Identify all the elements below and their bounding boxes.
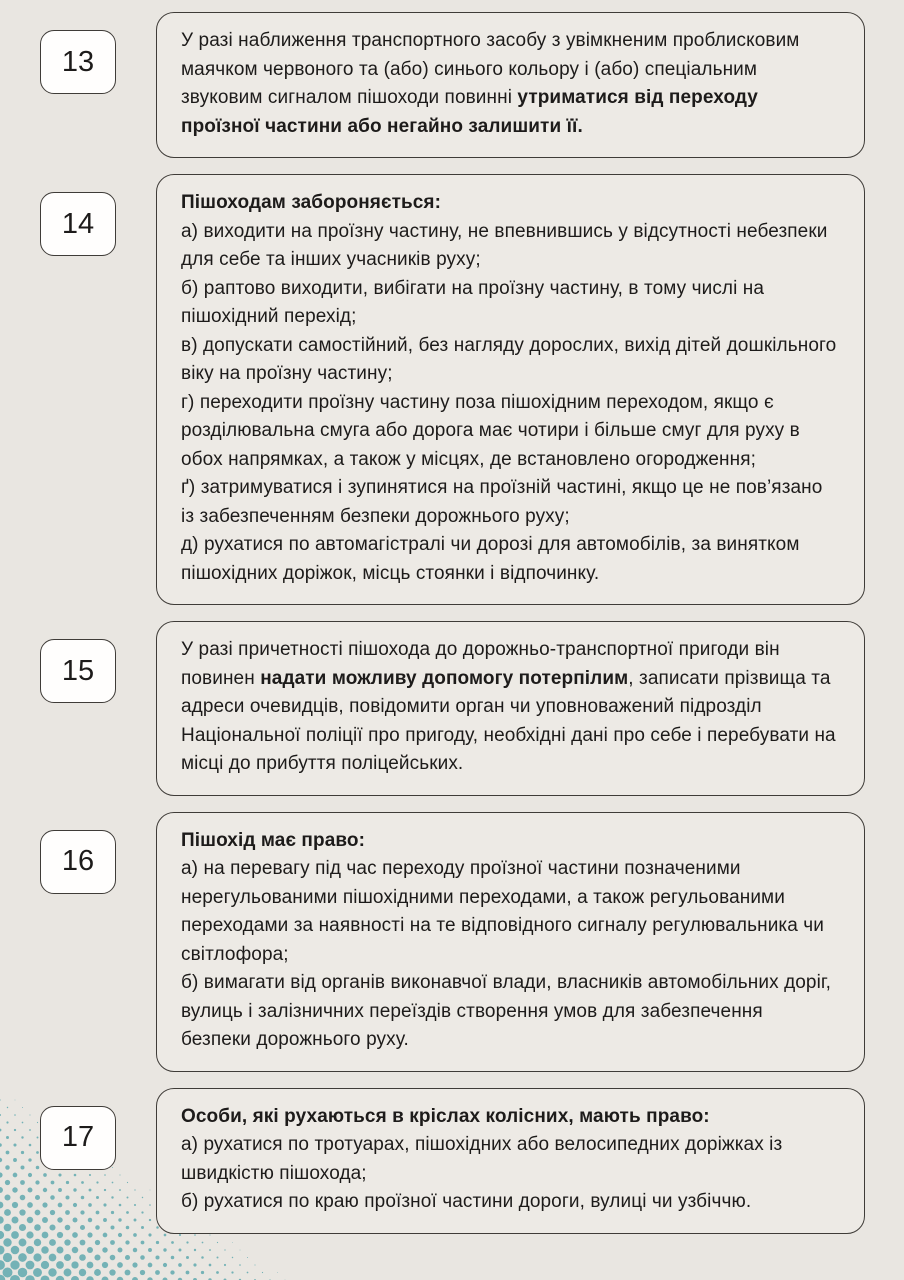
- rule-paragraph: У разі причетності пішохода до дорожньо-транспортної пригоди він повинен надати можливу допомогу потерпілим, записати прізвища та адреси очевидців, повідомити орган чи уповноважений підрозділ Національної поліції про пригоду, необхідні дані про себе і перебувати на місці до прибуття поліцейських.: [181, 639, 836, 774]
- rule-paragraph: Пішоходам забороняється:: [181, 192, 442, 213]
- rule-number-column: [0, 1088, 156, 1170]
- rule-paragraph: б) вимагати від органів виконавчої влади, власників автомобільних доріг, вулиць і залізничних переїздів створення умов для забезпечення безпеки дорожнього руху.: [181, 972, 832, 1050]
- rule-paragraph: б) рухатися по краю проїзної частини дороги, вулиці чи узбіччю.: [181, 1191, 752, 1212]
- rule-card: [156, 621, 865, 796]
- rule-row: [0, 12, 865, 158]
- rule-row: [0, 621, 865, 796]
- rule-number-box: 17: [40, 1106, 116, 1170]
- rule-row: [0, 1088, 865, 1234]
- rule-number-column: [0, 812, 156, 894]
- rule-paragraph: ґ) затримуватися і зупинятися на проїзній частині, якщо це не пов’язано із забезпеченням безпеки дорожнього руху;: [181, 477, 823, 527]
- rule-number-column: [0, 174, 156, 256]
- rule-number-box: 15: [40, 639, 116, 703]
- rule-paragraph: У разі наближення транспортного засобу з увімкненим проблисковим маячком червоного та (або) синього кольору і (або) спеціальним звуковим сигналом пішоходи повинні утриматися від переходу проїзної частини або негайно залишити її.: [181, 30, 800, 137]
- rule-number-column: [0, 621, 156, 703]
- rule-card: [156, 1088, 865, 1234]
- rule-row: [0, 812, 865, 1072]
- rule-paragraph: д) рухатися по автомагістралі чи дорозі для автомобілів, за винятком пішохідних доріжок, місць стоянки і відпочинку.: [181, 534, 800, 584]
- rule-paragraph: а) рухатися по тротуарах, пішохідних або велосипедних доріжках із швидкістю пішохода;: [181, 1134, 783, 1184]
- rule-paragraph: б) раптово виходити, вибігати на проїзну частину, в тому числі на пішохідний перехід;: [181, 277, 765, 327]
- rule-number-box: 14: [40, 192, 116, 256]
- rule-paragraph: г) переходити проїзну частину поза пішохідним переходом, якщо є розділювальна смуга або дорога має чотири і більше смуг для руху в обох напрямках, а також у місцях, де встановлено огородження;: [181, 391, 800, 470]
- rule-number-box: 13: [40, 30, 116, 94]
- rule-paragraph: а) виходити на проїзну частину, не впевнившись у відсутності небезпеки для себе та інших учасників руху;: [181, 220, 828, 270]
- rule-paragraph: в) допускати самостійний, без нагляду дорослих, вихід дітей дошкільного віку на проїзну частину;: [181, 334, 837, 384]
- rule-row: [0, 174, 865, 605]
- rule-paragraph: а) на перевагу під час переходу проїзної частини позначеними нерегульованими пішохідними переходами, а також регульованими переходами за наявності на те відповідного сигналу регулювальника чи світлофора;: [181, 858, 825, 965]
- rule-card: [156, 812, 865, 1072]
- rule-paragraph: Пішохід має право:: [181, 829, 366, 851]
- rule-card: [156, 12, 865, 158]
- rule-number-box: 16: [40, 830, 116, 894]
- rule-number-column: [0, 12, 156, 94]
- rule-paragraph: Особи, які рухаються в кріслах колісних, мають право:: [181, 1105, 710, 1127]
- rule-card: [156, 174, 865, 605]
